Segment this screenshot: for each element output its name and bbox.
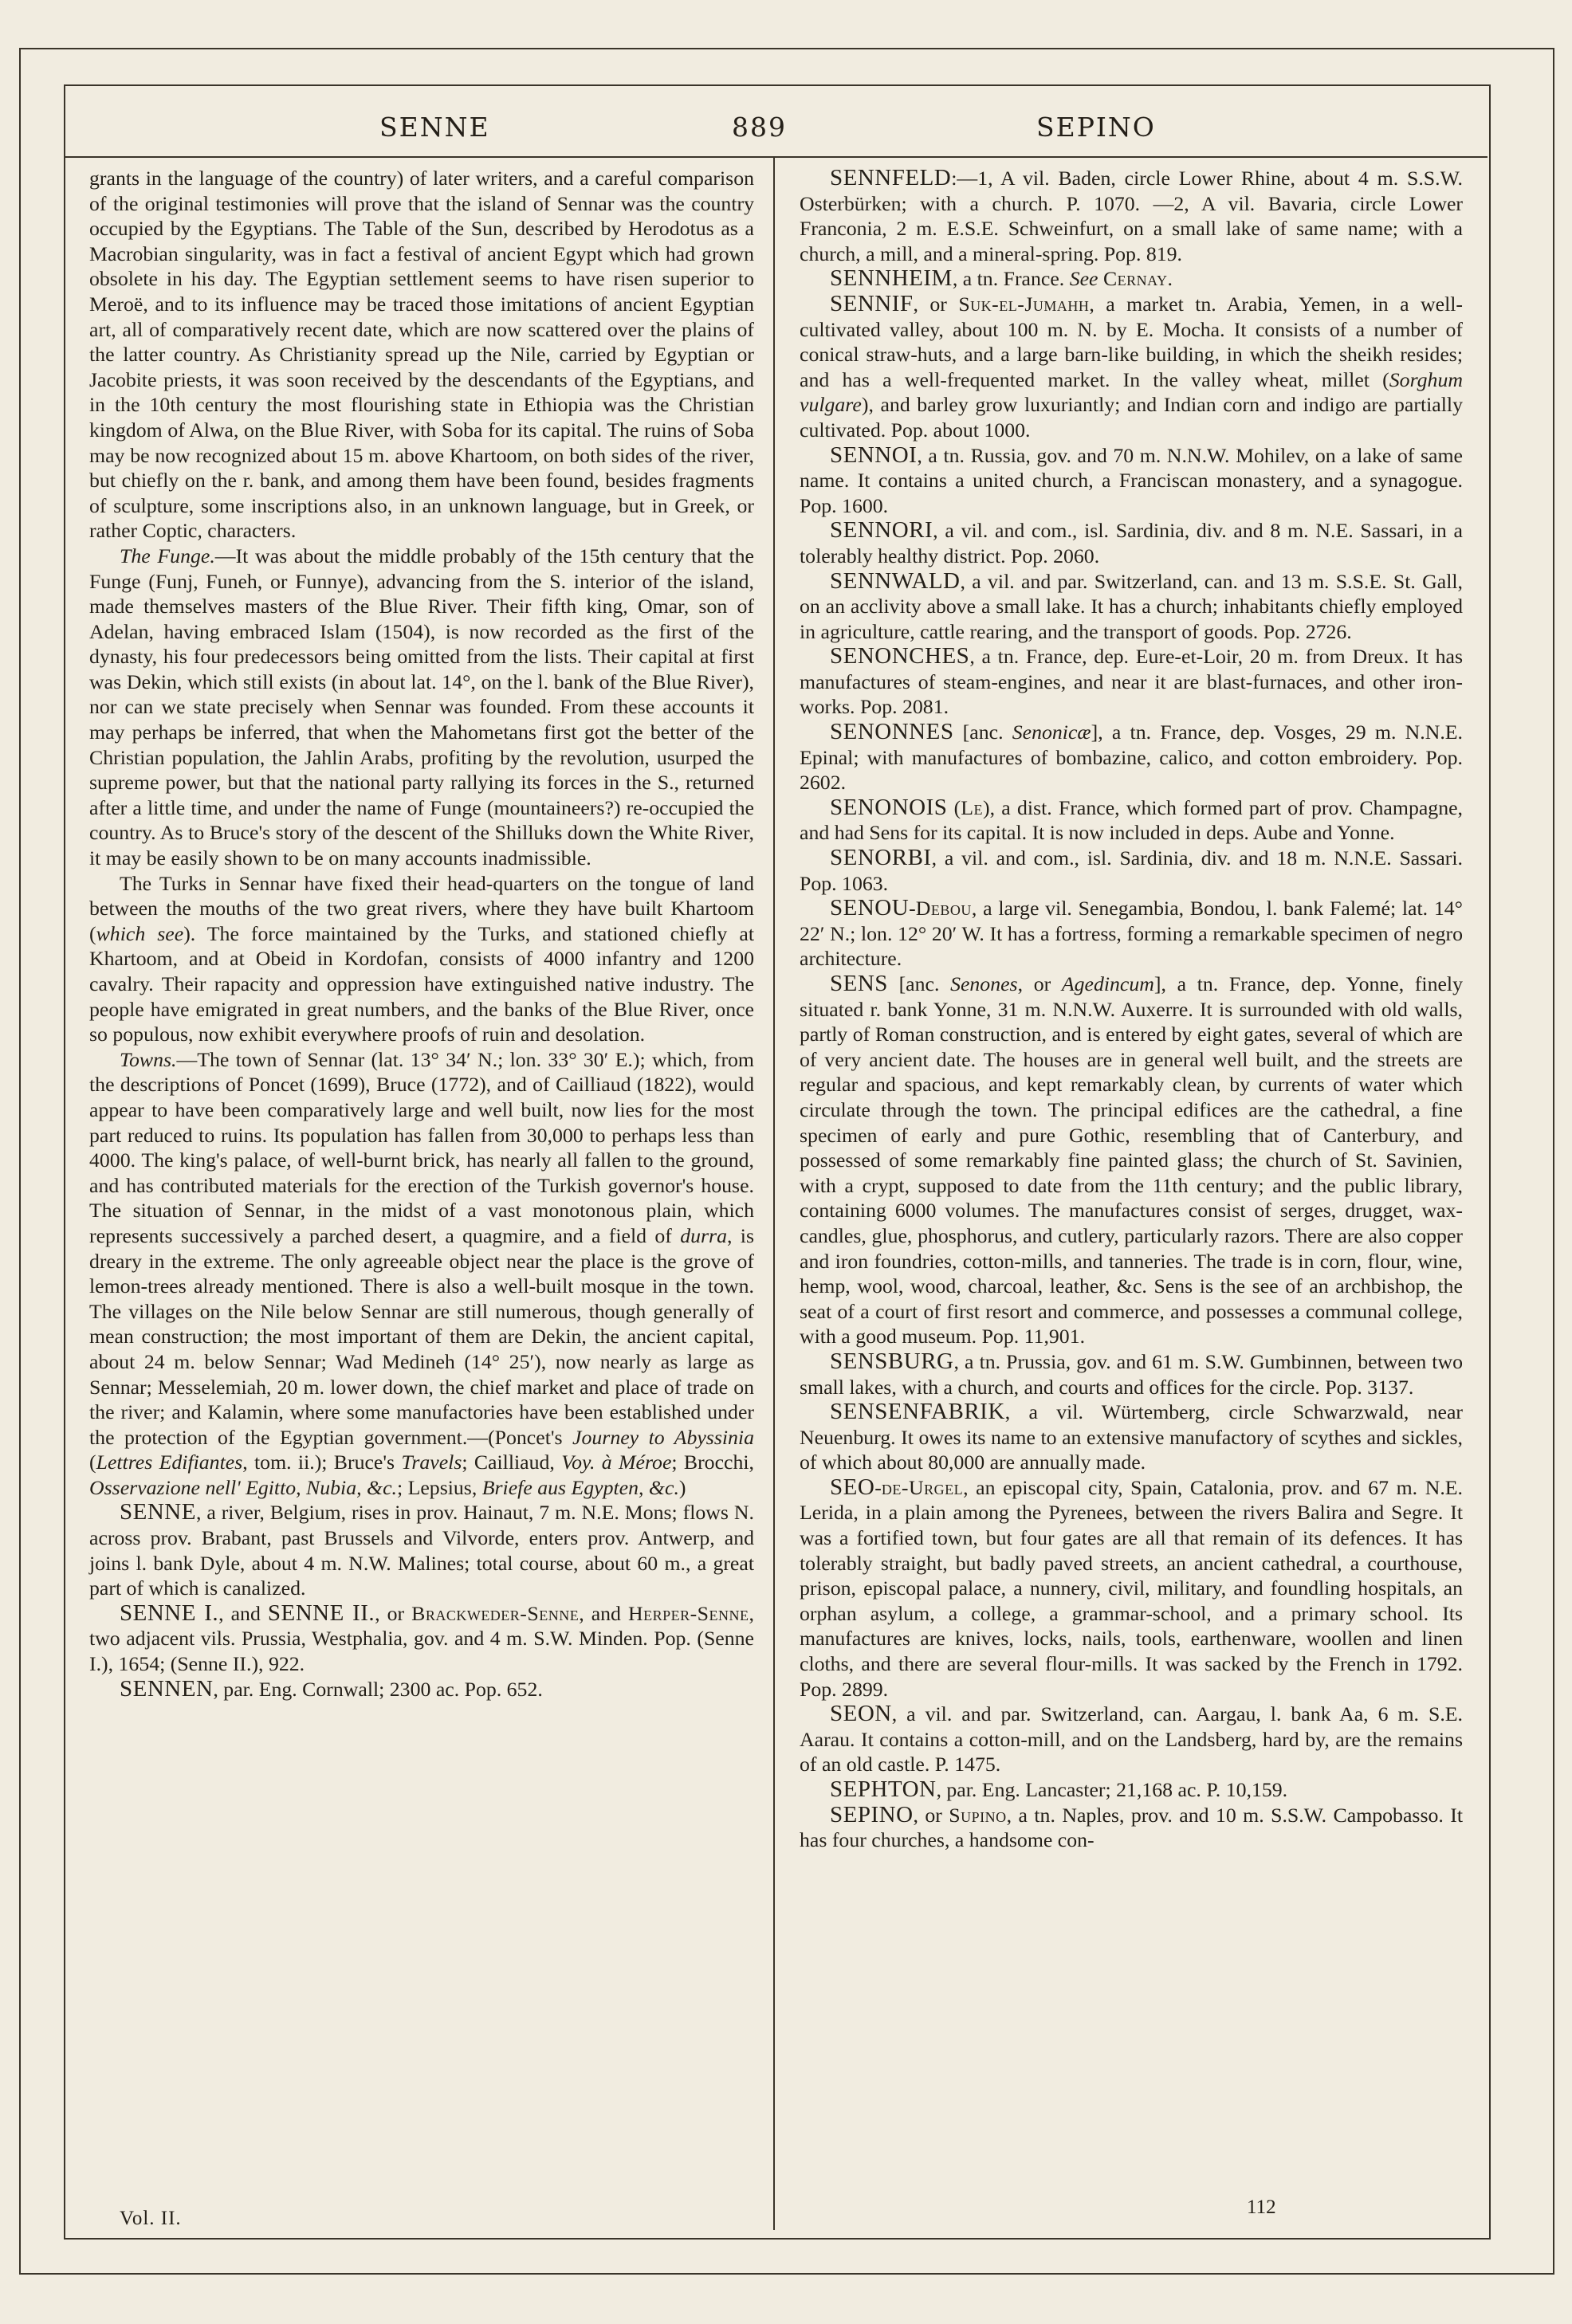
running-head-left: SENNE bbox=[379, 112, 490, 143]
article-paragraph: SENNIF, or Suk-el-Jumahh, a market tn. Arabia, Yemen, in a well-cultivated valley, about 100 m. N. by E. Mocha. It consists of a number of conical straw-huts, and a large barn-like building, in which the sheikh resides; and has a well-frequented market. In the valley wheat, millet (Sorghum vulgare), and barley grow luxuriantly; and Indian corn and indigo are partially cultivated. Pop. about 1000. bbox=[800, 290, 1464, 442]
running-head-right: SEPINO bbox=[1036, 112, 1156, 143]
article-paragraph: grants in the language of the country) of later writers, and a careful comparison of the original testimonies will prove that the island of Sennar was the country occupied by the Egyptians. The Table of the Sun, described by Herodotus as a Macrobian singularity, was in fact a festival of ancient Egypt which had grown obsolete in his day. The Egyptian settlement seems to have risen superior to Meroë, and to its influence may be traced those imitations of ancient Egyptian art, all of comparatively recent date, which are now scattered over the plains of the latter country. As Christianity spread up the Nile, carried by Egyptian or Jacobite priests, it was soon received by the descendants of the Egyptians, and in the 10th century the most flourishing state in Ethiopia was the Christian kingdom of Alwa, on the Blue River, with Soba for its capital. The ruins of Soba may be now recognized about 15 m. above Khartoom, on both sides of the river, but chiefly on the r. bank, and among them have been found, besides fragments of sculpture, some inscriptions also, in an unknown language, but in Greek, or rather Coptic, characters. bbox=[89, 167, 754, 543]
article-paragraph: SENONCHES, a tn. France, dep. Eure-et-Loir, 20 m. from Dreux. It has manufactures of steam-engines, and near it are blast-furnaces, and other iron-works. Pop. 2081. bbox=[800, 643, 1463, 719]
article-paragraph: SENNFELD:—1, A vil. Baden, circle Lower Rhine, about 4 m. S.S.W. Osterbürken; with a church. P. 1070. —2, A vil. Bavaria, circle Lower Franconia, 2 m. E.S.E. Schweinfurt, on a small lake of same name; with a church, a mill, and a mineral-spring. Pop. 819. bbox=[800, 165, 1463, 265]
right-text-column bbox=[800, 166, 1463, 1853]
header-rule bbox=[65, 156, 1488, 158]
article-paragraph: SENOU-Debou, a large vil. Senegambia, Bondou, l. bank Falemé; lat. 14° 22′ N.; lon. 12° 20′ W. It has a fortress, forming a remarkable specimen of negro architecture. bbox=[800, 895, 1463, 971]
article-paragraph: SENS [anc. Senones, or Agedincum], a tn. France, dep. Yonne, finely situated r. bank Yonne, 31 m. N.N.W. Auxerre. It is surrounded with old walls, partly of Roman construction, and is entered by eight gates, several of which are of very ancient date. The houses are in general well built, and the streets are regular and spacious, and kept remarkably clean, by currents of water which circulate through the town. The principal edifices are the cathedral, a fine specimen of early and pure Gothic, resembling that of Canterbury, and possessed of some remarkably fine painted glass; the church of St. Savinien, with a crypt, supposed to date from the 11th century; and the public library, containing 6000 volumes. The manufactures consist of serges, drugget, wax-candles, glue, phosphorus, and cutlery, particularly razors. There are also copper and iron foundries, cotton-mills, and tanneries. The trade is in corn, flour, wine, hemp, wool, wood, charcoal, leather, &c. Sens is the see of an archbishop, the seat of a court of first resort and commerce, and possesses a communal college, with a good museum. Pop. 11,901. bbox=[800, 971, 1463, 1348]
article-paragraph: SEPINO, or Supino, a tn. Naples, prov. and 10 m. S.S.W. Campobasso. It has four churches, a handsome con- bbox=[800, 1801, 1463, 1852]
article-paragraph: SENONOIS (Le), a dist. France, which formed part of prov. Champagne, and had Sens for its capital. It is now included in deps. Aube and Yonne. bbox=[800, 794, 1463, 845]
article-paragraph: SEO-de-Urgel, an episcopal city, Spain, Catalonia, prov. and 67 m. N.E. Lerida, in a plain among the Pyrenees, between the rivers Balira and Segre. It was a fortified town, but four gates are all that remain of its defences. It has tolerably straight, but badly paved streets, an ancient cathedral, a courthouse, prison, episcopal palace, a nunnery, civil, military, and foundling hospitals, an orphan asylum, a college, a grammar-school, and a primary school. Its manufactures are knives, locks, nails, tools, earthenware, woollen and linen cloths, and there are several flour-mills. It was sacked by the French in 1792. Pop. 2899. bbox=[800, 1474, 1463, 1701]
article-paragraph: SENORBI, a vil. and com., isl. Sardinia, div. and 18 m. N.N.E. Sassari. Pop. 1063. bbox=[800, 845, 1463, 895]
article-paragraph: SENNOI, a tn. Russia, gov. and 70 m. N.N.W. Mohilev, on a lake of same name. It contains a united church, a Franciscan monastery, and a synagogue. Pop. 1600. bbox=[800, 442, 1463, 517]
article-paragraph: SENONNES [anc. Senonicæ], a tn. France, dep. Vosges, 29 m. N.N.E. Epinal; with manufactures of bombazine, calico, and cotton embroidery. Pop. 2602. bbox=[800, 719, 1463, 795]
article-paragraph: Towns.—The town of Sennar (lat. 13° 34′ N.; lon. 33° 30′ E.); which, from the descriptions of Poncet (1699), Bruce (1772), and of Cailliaud (1822), would appear to have been comparatively large and well built, now lies for the most part reduced to ruins. Its population has fallen from 30,000 to perhaps less than 4000. The king's palace, of well-burnt brick, has nearly all fallen to the ground, and has contributed materials for the erection of the Turkish governor's house. The situation of Sennar, in the midst of a vast monotonous plain, which represents successively a parched desert, a quagmire, and a field of durra, is dreary in the extreme. The only agreeable object near the place is the grove of lemon-trees already mentioned. There is also a well-built mosque in the town. The villages on the Nile below Sennar are still numerous, though generally of mean construction; the most important of them are Dekin, the ancient capital, about 24 m. below Sennar; Wad Medineh (14° 25′), now nearly as large as Sennar; Messelemiah, 20 m. lower down, the chief market and place of trade on the river; and Kalamin, where some manufactories have been established under the protection of the Egyptian government.—(Poncet's Journey to Abyssinia (Lettres Edifiantes, tom. ii.); Bruce's Travels; Cailliaud, Voy. à Méroe; Brocchi, Osservazione nell' Egitto, Nubia, &c.; Lepsius, Briefe aus Egypten, &c.) bbox=[89, 1047, 754, 1499]
page-number: 889 bbox=[732, 112, 787, 143]
article-paragraph: SENNWALD, a vil. and par. Switzerland, can. and 13 m. S.S.E. St. Gall, on an acclivity above a small lake. It has a church; inhabitants chiefly employed in agriculture, cattle rearing, and the transport of goods. Pop. 2726. bbox=[800, 567, 1463, 643]
article-paragraph: SENSBURG, a tn. Prussia, gov. and 61 m. S.W. Gumbinnen, between two small lakes, with a church, and courts and offices for the circle. Pop. 3137. bbox=[800, 1348, 1463, 1399]
article-paragraph: SENNE I., and SENNE II., or Brackweder-Senne, and Herper-Senne, two adjacent vils. Prussia, Westphalia, gov. and 4 m. S.W. Minden. Pop. (Senne I.), 1654; (Senne II.), 922. bbox=[89, 1600, 754, 1676]
volume-signature: Vol. II. bbox=[120, 2208, 182, 2229]
article-paragraph: The Funge.—It was about the middle probably of the 15th century that the Funge (Funj, Funeh, or Funnye), advancing from the S. interior of the island, made themselves masters of the Blue River. Their fifth king, Omar, son of Adelan, having embraced Islam (1504), is now recorded as the first of the dynasty, his four predecessors being omitted from the lists. Their capital at first was Dekin, which still exists (in about lat. 14°, on the l. bank of the Blue River), nor can we state precisely when Sennar was founded. From these accounts it may perhaps be inferred, that when the Mahometans first got the better of the Christian population, the Jahlin Arabs, profiting by the revolution, usurped the supreme power, but that the national party rallying its forces in the S., returned after a little time, and under the name of Funge (mountaineers?) re-occupied the country. As to Bruce's story of the descent of the Shilluks down the White River, it may be easily shown to be on many accounts inadmissible. bbox=[89, 544, 754, 870]
article-paragraph: SENNORI, a vil. and com., isl. Sardinia, div. and 8 m. N.E. Sassari, in a tolerably healthy district. Pop. 2060. bbox=[800, 517, 1463, 567]
gathering-signature: 112 bbox=[1247, 2196, 1276, 2218]
article-paragraph: The Turks in Sennar have fixed their head-quarters on the tongue of land between the mouths of the two great rivers, where they have built Khartoom (which see). The force maintained by the Turks, and stationed chiefly at Khartoom, and at Obeid in Kordofan, consists of 4000 infantry and 1200 cavalry. Their rapacity and oppression have extinguished native industry. The people have emigrated in great numbers, and the banks of the Blue River, once so populous, now exhibit everywhere proofs of ruin and desolation. bbox=[89, 871, 754, 1046]
article-paragraph: SENSENFABRIK, a vil. Würtemberg, circle Schwarzwald, near Neuenburg. It owes its name to an extensive manufactory of scythes and sickles, of which about 80,000 are annually made. bbox=[800, 1399, 1463, 1474]
left-text-column bbox=[89, 166, 754, 1702]
column-divider bbox=[773, 158, 775, 2230]
article-paragraph: SENNEN, par. Eng. Cornwall; 2300 ac. Pop. 652. bbox=[120, 1675, 543, 1702]
article-paragraph: SENNE, a river, Belgium, rises in prov. Hainaut, 7 m. N.E. Mons; flows N. across prov. Brabant, past Brussels and Vilvorde, enters prov. Antwerp, and joins l. bank Dyle, about 4 m. N.W. Malines; total course, about 60 m., a great part of which is canalized. bbox=[89, 1499, 754, 1600]
article-paragraph: SENNHEIM, a tn. France. See Cernay. bbox=[830, 265, 1173, 292]
article-paragraph: SEPHTON, par. Eng. Lancaster; 21,168 ac. P. 10,159. bbox=[830, 1776, 1288, 1802]
article-paragraph: SEON, a vil. and par. Switzerland, can. Aargau, l. bank Aa, 6 m. S.E. Aarau. It contains a cotton-mill, and on the Landsberg, hard by, are the remains of an old castle. P. 1475. bbox=[800, 1701, 1463, 1776]
